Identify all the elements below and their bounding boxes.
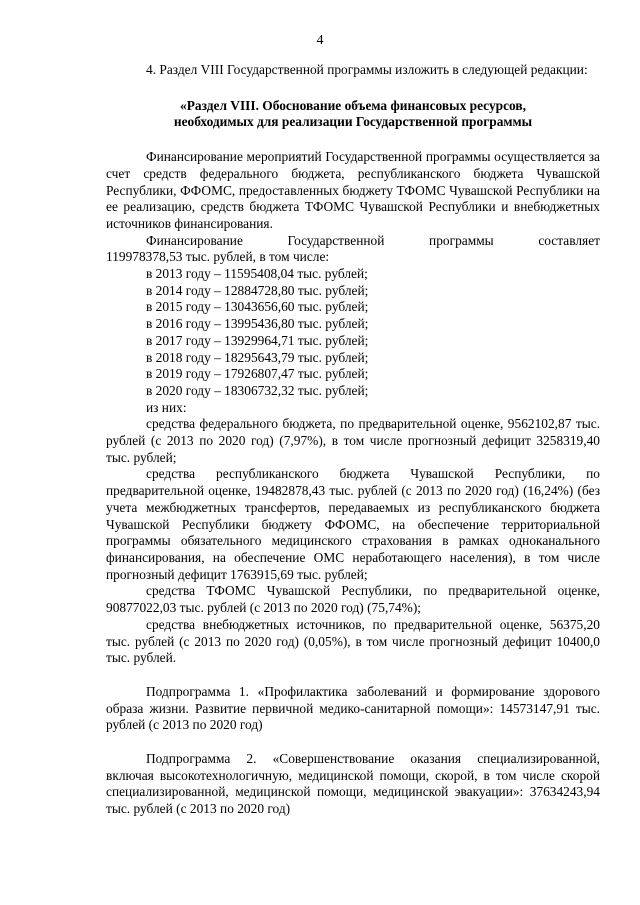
subprogram-1-paragraph: Подпрограмма 1. «Профилактика заболеваний и формирование здорового образа жизни. Развитие первичной медико-санитарной помощи»: 14573147,91 тыс. рублей (с 2013 по 2020 год)	[106, 683, 600, 733]
section-heading-line2: необходимых для реализации Государственной программы	[173, 114, 533, 130]
year-item: в 2015 году – 13043656,60 тыс. рублей;	[146, 299, 369, 315]
intro-paragraph: 4. Раздел VIII Государственной программы изложить в следующей редакции:	[146, 62, 588, 77]
tfoms-paragraph: средства ТФОМС Чувашской Республики, по предварительной оценке, 90877022,03 тыс. рублей (с 2013 по 2020 год) (75,74%);	[106, 583, 600, 616]
document-body	[106, 62, 600, 818]
of-them-label: из них:	[146, 399, 187, 415]
year-item: в 2018 году – 18295643,79 тыс. рублей;	[146, 349, 369, 365]
financing-total-line1: Финансирование Государственной программы составляет	[146, 232, 600, 248]
financing-paragraph: Финансирование мероприятий Государственной программы осуществляется за счет средств федерального бюджета, республиканского бюджета Чувашской Республики, ФФОМС, предоставленных бюджету ТФОМС Чувашской Республики на ее реализацию, средств бюджета ТФОМС Чувашской Республики и внебюджетных источников финансирования.	[106, 149, 600, 231]
section-heading	[106, 98, 600, 131]
year-item: в 2016 году – 13995436,80 тыс. рублей;	[146, 316, 369, 332]
year-item: в 2013 году – 11595408,04 тыс. рублей;	[146, 266, 368, 282]
federal-budget-paragraph: средства федерального бюджета, по предварительной оценке, 9562102,87 тыс. рублей (с 2013 по 2020 год) (7,97%), в том числе прогнозный дефицит 3258319,40 тыс. рублей;	[106, 416, 600, 465]
page-number: 4	[316, 33, 324, 48]
year-item: в 2019 году – 17926807,47 тыс. рублей;	[146, 366, 369, 382]
extrabudget-paragraph: средства внебюджетных источников, по предварительной оценке, 56375,20 тыс. рублей (с 2013 по 2020 год) (0,05%), в том числе прогнозный дефицит 10400,0 тыс. рублей.	[106, 616, 600, 666]
subprogram-2-paragraph: Подпрограмма 2. «Совершенствование оказания специализированной, включая высокотехнологичную, медицинской помощи, скорой, в том числе скорой специализированной, медицинской помощи, медицинской эвакуации»: 37634243,94 тыс. рублей (с 2013 по 2020 год)	[106, 751, 600, 817]
year-item: в 2014 году – 12884728,80 тыс. рублей;	[146, 282, 369, 298]
year-item: в 2017 году – 13929964,71 тыс. рублей;	[146, 332, 369, 348]
year-item: в 2020 году – 18306732,32 тыс. рублей;	[146, 382, 369, 398]
year-list	[106, 266, 600, 400]
financing-total-line2: 119978378,53 тыс. рублей, в том числе:	[106, 249, 330, 265]
section-heading-line1: «Раздел VIII. Обоснование объема финансовых ресурсов,	[180, 97, 526, 113]
republican-budget-paragraph: средства республиканского бюджета Чувашской Республики, по предварительной оценке, 19482878,43 тыс. рублей (с 2013 по 2020 год) (16,24%) (без учета межбюджетных трансфертов, передаваемых из республиканского бюджета Чувашской Республики бюджету ФФОМС, на обеспечение территориальной программы обязательного медицинского страхования в рамках одноканального финансирования, на обеспечение ОМС неработающего населения), в том числе прогнозный дефицит 1763915,69 тыс. рублей;	[106, 466, 600, 582]
